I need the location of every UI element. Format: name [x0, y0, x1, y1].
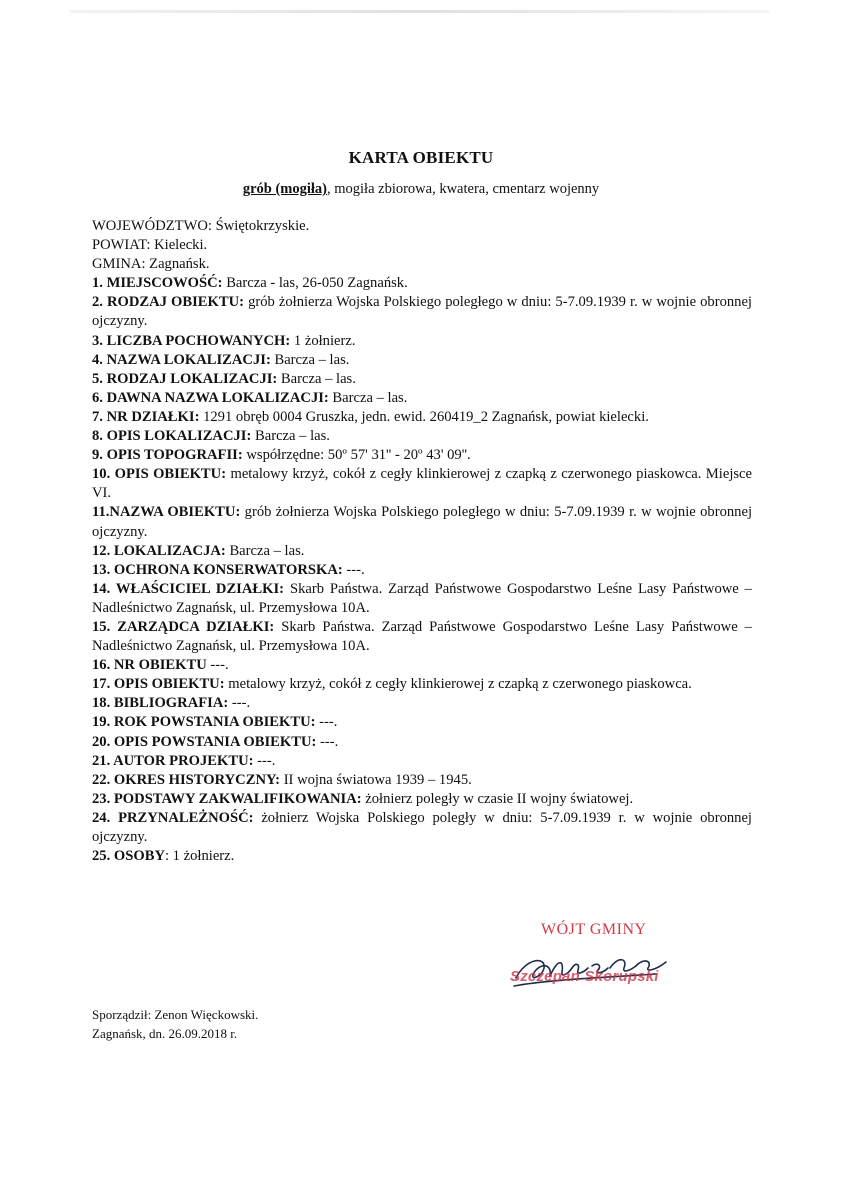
item-label: 3. LICZBA POCHOWANYCH:	[92, 332, 291, 349]
item-value: 1291 obręb 0004 Gruszka, jedn. ewid. 260419_2 Zagnańsk, powiat kielecki.	[199, 408, 649, 425]
item-label: 24. PRZYNALEŻNOŚĆ:	[92, 809, 254, 826]
item-label: 15. ZARZĄDCA DZIAŁKI:	[92, 618, 275, 635]
item-label: 11.NAZWA OBIEKTU:	[92, 504, 241, 521]
item-value: współrzędne: 50º 57' 31'' - 20º 43' 09''.	[242, 447, 471, 464]
item-12-localization	[92, 542, 752, 561]
document-subtitle	[0, 181, 842, 198]
subtitle-emphasis: grób (mogiła)	[242, 181, 327, 197]
item-label: 8. OPIS LOKALIZACJI:	[92, 428, 252, 445]
item-value: metalowy krzyż, cokół z cegły klinkierowej z czapką z czerwonego piaskowca. Miejsce VI.	[92, 466, 753, 502]
item-value: Skarb Państwa. Zarząd Państwowe Gospodarstwo Leśne Lasy Państwowe – Nadleśnictwo Zagnańsk, ul. Przemysłowa 10A.	[92, 618, 752, 655]
item-value: ---.	[253, 752, 276, 769]
field-county	[92, 236, 752, 255]
item-10-object-description	[92, 465, 752, 503]
place-date: Zagnańsk, dn. 26.09.2018 r.	[92, 1026, 238, 1041]
item-14-plot-owner	[92, 580, 752, 618]
subtitle-rest: , mogiła zbiorowa, kwatera, cmentarz wojenny	[326, 181, 600, 197]
item-label: 4. NAZWA LOKALIZACJI:	[92, 351, 271, 368]
field-label: WOJEWÓDZTWO:	[92, 218, 212, 234]
item-label: 14. WŁAŚCICIEL DZIAŁKI:	[92, 580, 285, 597]
item-label: 20. OPIS POWSTANIA OBIEKTU:	[92, 733, 317, 750]
item-19-year-built	[92, 713, 752, 732]
document-footer	[92, 1005, 258, 1043]
item-6-former-location-name	[92, 389, 752, 408]
field-value: Kielecki.	[150, 237, 208, 254]
item-value: grób żołnierza Wojska Polskiego poległego w dniu: 5-7.09.1939 r. w wojnie obronnej ojczyzny.	[92, 504, 752, 540]
item-label: 9. OPIS TOPOGRAFII:	[92, 447, 243, 464]
item-21-project-author	[92, 752, 752, 771]
item-label: 17. OPIS OBIEKTU:	[92, 676, 225, 693]
item-7-plot-number	[92, 408, 752, 427]
item-value: ---.	[316, 733, 339, 750]
item-label: 25. OSOBY	[92, 848, 165, 865]
item-value: Barcza – las.	[277, 370, 356, 387]
item-18-bibliography	[92, 694, 752, 713]
item-value: ---.	[342, 561, 365, 578]
item-1-locality	[92, 274, 752, 293]
item-value: : 1 żołnierz.	[164, 848, 235, 865]
item-4-location-name	[92, 351, 752, 370]
item-value: Barcza – las.	[270, 351, 350, 368]
object-card-fields	[92, 217, 752, 866]
item-value: grób żołnierza Wojska Polskiego poległego w dniu: 5-7.09.1939 r. w wojnie obronnej ojczyzny.	[92, 294, 752, 330]
item-label: 10. OPIS OBIEKTU:	[92, 466, 227, 483]
item-3-buried-count	[92, 332, 752, 351]
item-20-origin-description	[92, 733, 752, 752]
item-13-conservation	[92, 561, 752, 580]
item-label: 7. NR DZIAŁKI:	[92, 408, 200, 425]
item-value: ---.	[315, 714, 338, 731]
item-16-object-number	[92, 656, 752, 675]
item-label: 21. AUTOR PROJEKTU:	[92, 752, 254, 769]
item-5-location-type	[92, 370, 752, 389]
scan-edge-artifact	[70, 10, 770, 13]
item-label: 5. RODZAJ LOKALIZACJI:	[92, 370, 278, 387]
item-value: Skarb Państwa. Zarząd Państwowe Gospodarstwo Leśne Lasy Państwowe – Nadleśnictwo Zagnańsk, ul. Przemysłowa 10A.	[92, 580, 752, 616]
item-15-plot-administrator	[92, 618, 752, 656]
item-value: żołnierz Wojska Polskiego poległy w dniu: 5-7.09.1939 r. w wojnie obronnej ojczyzny.	[92, 809, 752, 845]
item-value: metalowy krzyż, cokół z cegły klinkierowej z czapką z czerwonego piaskowca.	[224, 676, 692, 693]
item-23-qualification-basis	[92, 790, 752, 809]
item-17-object-description	[92, 675, 752, 694]
item-label: 23. PODSTAWY ZAKWALIFIKOWANIA:	[92, 790, 362, 807]
prepared-by: Sporządził: Zenon Więckowski.	[92, 1007, 259, 1022]
item-label: 2. RODZAJ OBIEKTU:	[92, 294, 245, 311]
item-label: 18. BIBLIOGRAFIA:	[92, 695, 229, 712]
item-2-object-type	[92, 293, 752, 331]
field-label: GMINA:	[92, 256, 146, 273]
item-22-historical-period	[92, 771, 752, 790]
stamp-name: Szczepan Skorupski	[510, 968, 659, 985]
item-value: Barcza - las, 26-050 Zagnańsk.	[222, 275, 408, 292]
item-label: 12. LOKALIZACJA:	[92, 542, 226, 559]
item-8-location-description	[92, 427, 752, 446]
field-value: Zagnańsk.	[145, 256, 210, 273]
item-value: Barcza – las.	[328, 389, 408, 406]
item-label: 13. OCHRONA KONSERWATORSKA:	[92, 561, 343, 578]
field-label: POWIAT:	[92, 237, 151, 254]
field-value: Świętokrzyskie.	[211, 218, 310, 234]
item-label: 6. DAWNA NAZWA LOKALIZACJI:	[92, 389, 329, 406]
stamp-title: WÓJT GMINY	[541, 921, 647, 938]
item-value: ---.	[228, 695, 251, 712]
item-value: ---.	[206, 657, 229, 674]
item-label: 22. OKRES HISTORYCZNY:	[92, 771, 281, 788]
item-24-affiliation	[92, 809, 752, 847]
item-value: Barcza – las.	[225, 542, 305, 559]
document-title: KARTA OBIEKTU	[348, 148, 494, 167]
item-25-persons	[92, 847, 752, 866]
item-9-topography	[92, 446, 752, 465]
item-value: 1 żołnierz.	[290, 332, 356, 349]
item-value: Barcza – las.	[251, 428, 330, 445]
item-value: II wojna światowa 1939 – 1945.	[280, 771, 472, 788]
field-commune	[92, 255, 752, 274]
item-label: 19. ROK POWSTANIA OBIEKTU:	[92, 714, 316, 731]
item-label: 1. MIEJSCOWOŚĆ:	[92, 275, 223, 292]
item-value: żołnierz poległy w czasie II wojny światowej.	[361, 790, 634, 807]
field-voivodeship	[92, 217, 752, 236]
item-label: 16. NR OBIEKTU	[92, 657, 207, 674]
item-11-object-name	[92, 503, 752, 541]
